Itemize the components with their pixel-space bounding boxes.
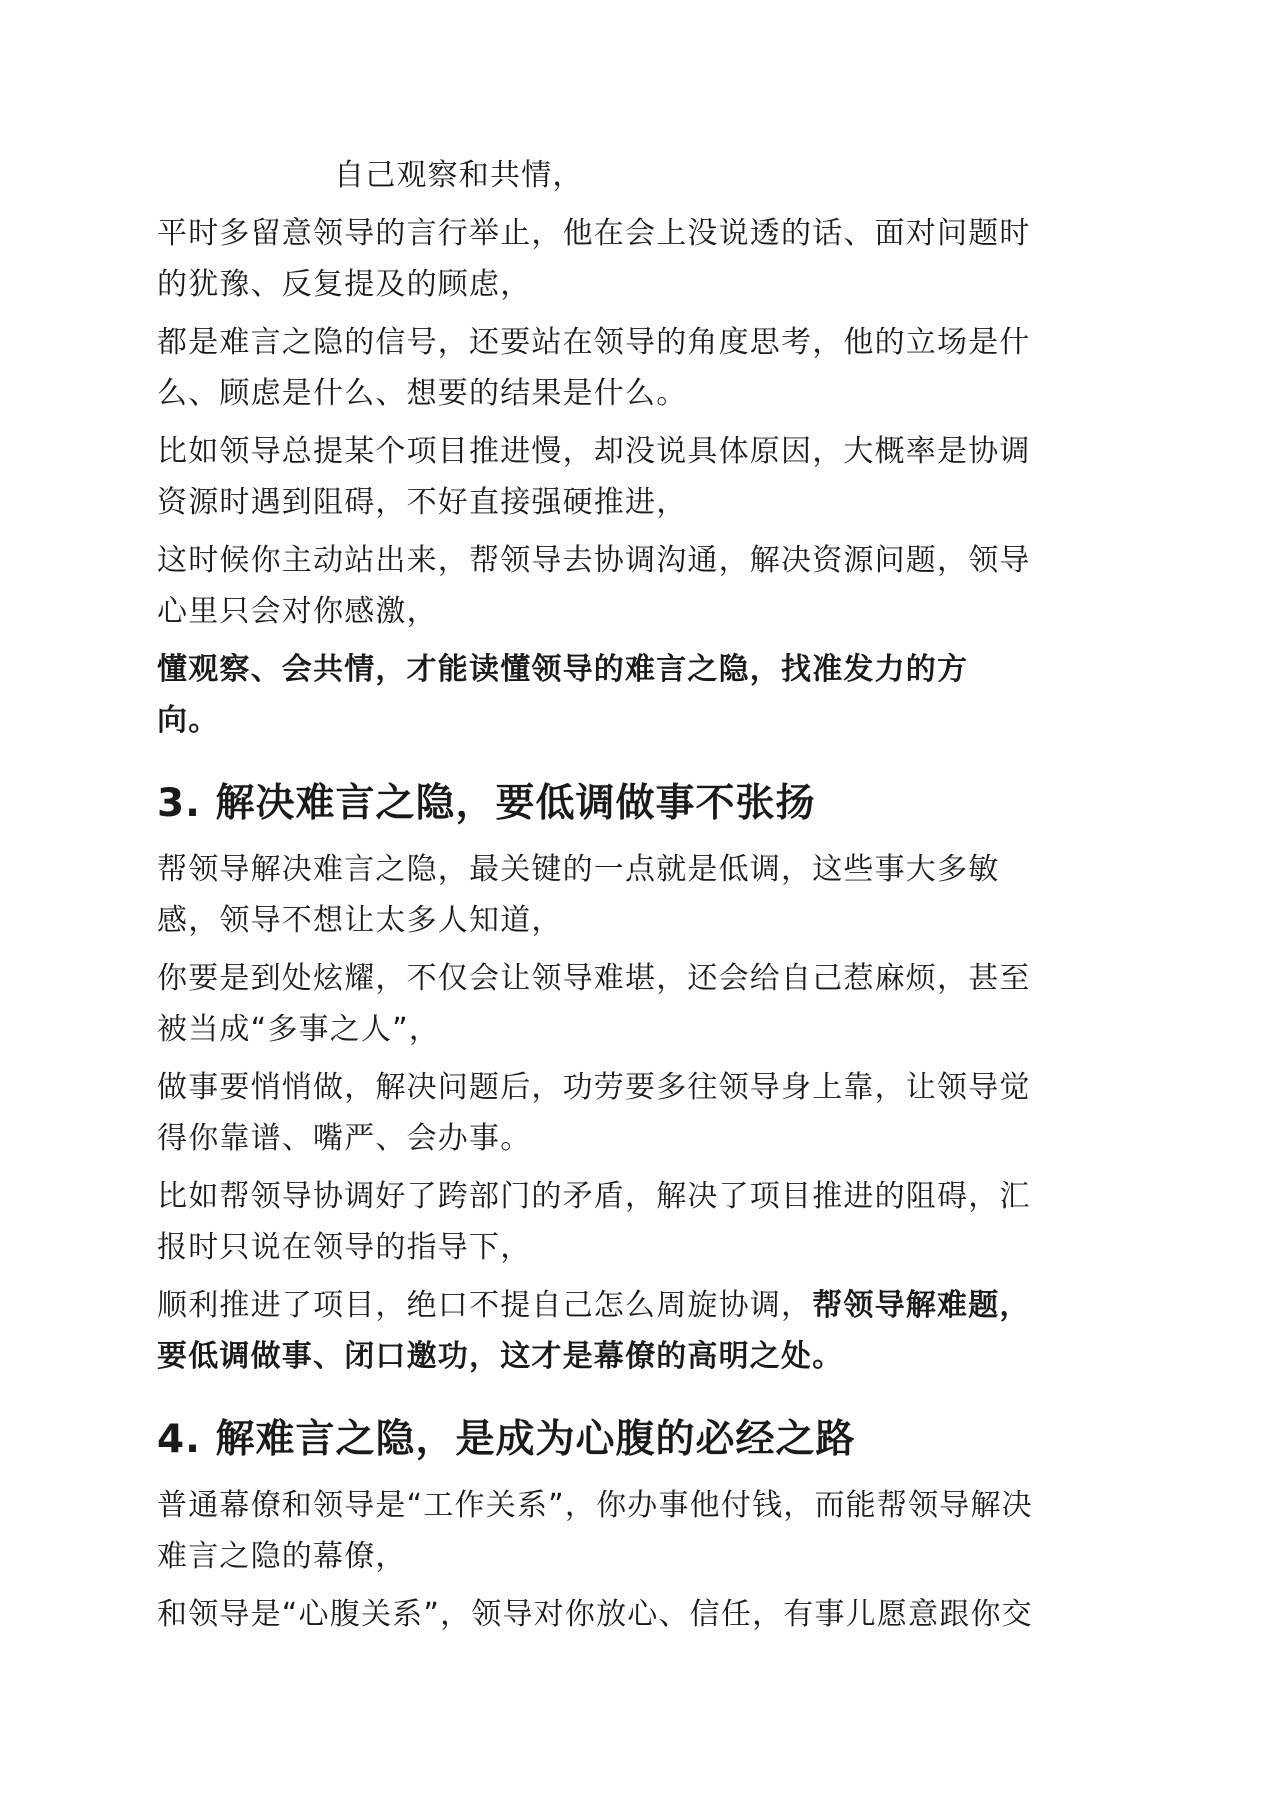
text-line: 报时只说在领导的指导下，: [157, 1230, 532, 1265]
section-heading-4: 4. 解难言之隐，是成为心腹的必经之路: [157, 1417, 856, 1462]
text-line-bold: 向。: [157, 703, 220, 738]
paragraph-emphasis: [157, 644, 1117, 746]
text-span-bold: 帮领导解难题，: [812, 1288, 1031, 1323]
paragraph: [157, 317, 1117, 419]
text-line: 这时候你主动站出来，帮领导去协调沟通，解决资源问题，领导: [157, 543, 1031, 578]
text-line: 自己观察和共情，: [334, 158, 584, 193]
text-line: 被当成“多事之人”，: [157, 1012, 441, 1047]
paragraph: [157, 1480, 1117, 1582]
text-line-bold: 懂观察、会共情，才能读懂领导的难言之隐，找准发力的方: [157, 652, 969, 687]
text-line: 感，领导不想让太多人知道，: [157, 903, 563, 938]
text-line: 你要是到处炫耀，不仅会让领导难堪，还会给自己惹麻烦，甚至: [157, 961, 1031, 996]
text-line: 心里只会对你感激，: [157, 594, 438, 629]
paragraph: [157, 208, 1117, 310]
text-line: 都是难言之隐的信号，还要站在领导的角度思考，他的立场是什: [157, 325, 1031, 360]
text-line: 资源时遇到阻碍，不好直接强硬推进，: [157, 485, 688, 520]
text-span: 顺利推进了项目，绝口不提自己怎么周旋协调，: [157, 1288, 813, 1323]
text-line: 得你靠谱、嘴严、会办事。: [157, 1121, 532, 1156]
paragraph-mixed: [157, 1280, 1117, 1382]
paragraph: [157, 1062, 1117, 1164]
paragraph: [157, 953, 1117, 1055]
section-heading-3: 3. 解决难言之隐，要低调做事不张扬: [157, 781, 816, 826]
text-line: 难言之隐的幕僚，: [157, 1539, 407, 1574]
text-line: 比如领导总提某个项目推进慢，却没说具体原因，大概率是协调: [157, 434, 1031, 469]
text-line-bold: 要低调做事、闭口邀功，这才是幕僚的高明之处。: [157, 1339, 844, 1374]
paragraph: [157, 1589, 1117, 1640]
text-line: 和领导是“心腹关系”，领导对你放心、信任，有事儿愿意跟你交: [157, 1597, 1033, 1632]
paragraph: [157, 1171, 1117, 1273]
text-line: 帮领导解决难言之隐，最关键的一点就是低调，这些事大多敏: [157, 852, 1000, 887]
paragraph: [157, 844, 1117, 946]
text-line: 的犹豫、反复提及的顾虑，: [157, 267, 532, 302]
text-line: 比如帮领导协调好了跨部门的矛盾，解决了项目推进的阻碍，汇: [157, 1179, 1031, 1214]
text-line: 么、顾虑是什么、想要的结果是什么。: [157, 376, 688, 411]
text-line: [157, 1280, 1117, 1331]
text-line: 平时多留意领导的言行举止，他在会上没说透的话、面对问题时: [157, 216, 1031, 251]
text-line: 普通幕僚和领导是“工作关系”，你办事他付钱，而能帮领导解决: [157, 1488, 1033, 1523]
article-body: [157, 150, 1117, 1643]
paragraph: [157, 535, 1117, 637]
paragraph: [157, 426, 1117, 528]
text-line: 做事要悄悄做，解决问题后，功劳要多往领导身上靠，让领导觉: [157, 1070, 1031, 1105]
